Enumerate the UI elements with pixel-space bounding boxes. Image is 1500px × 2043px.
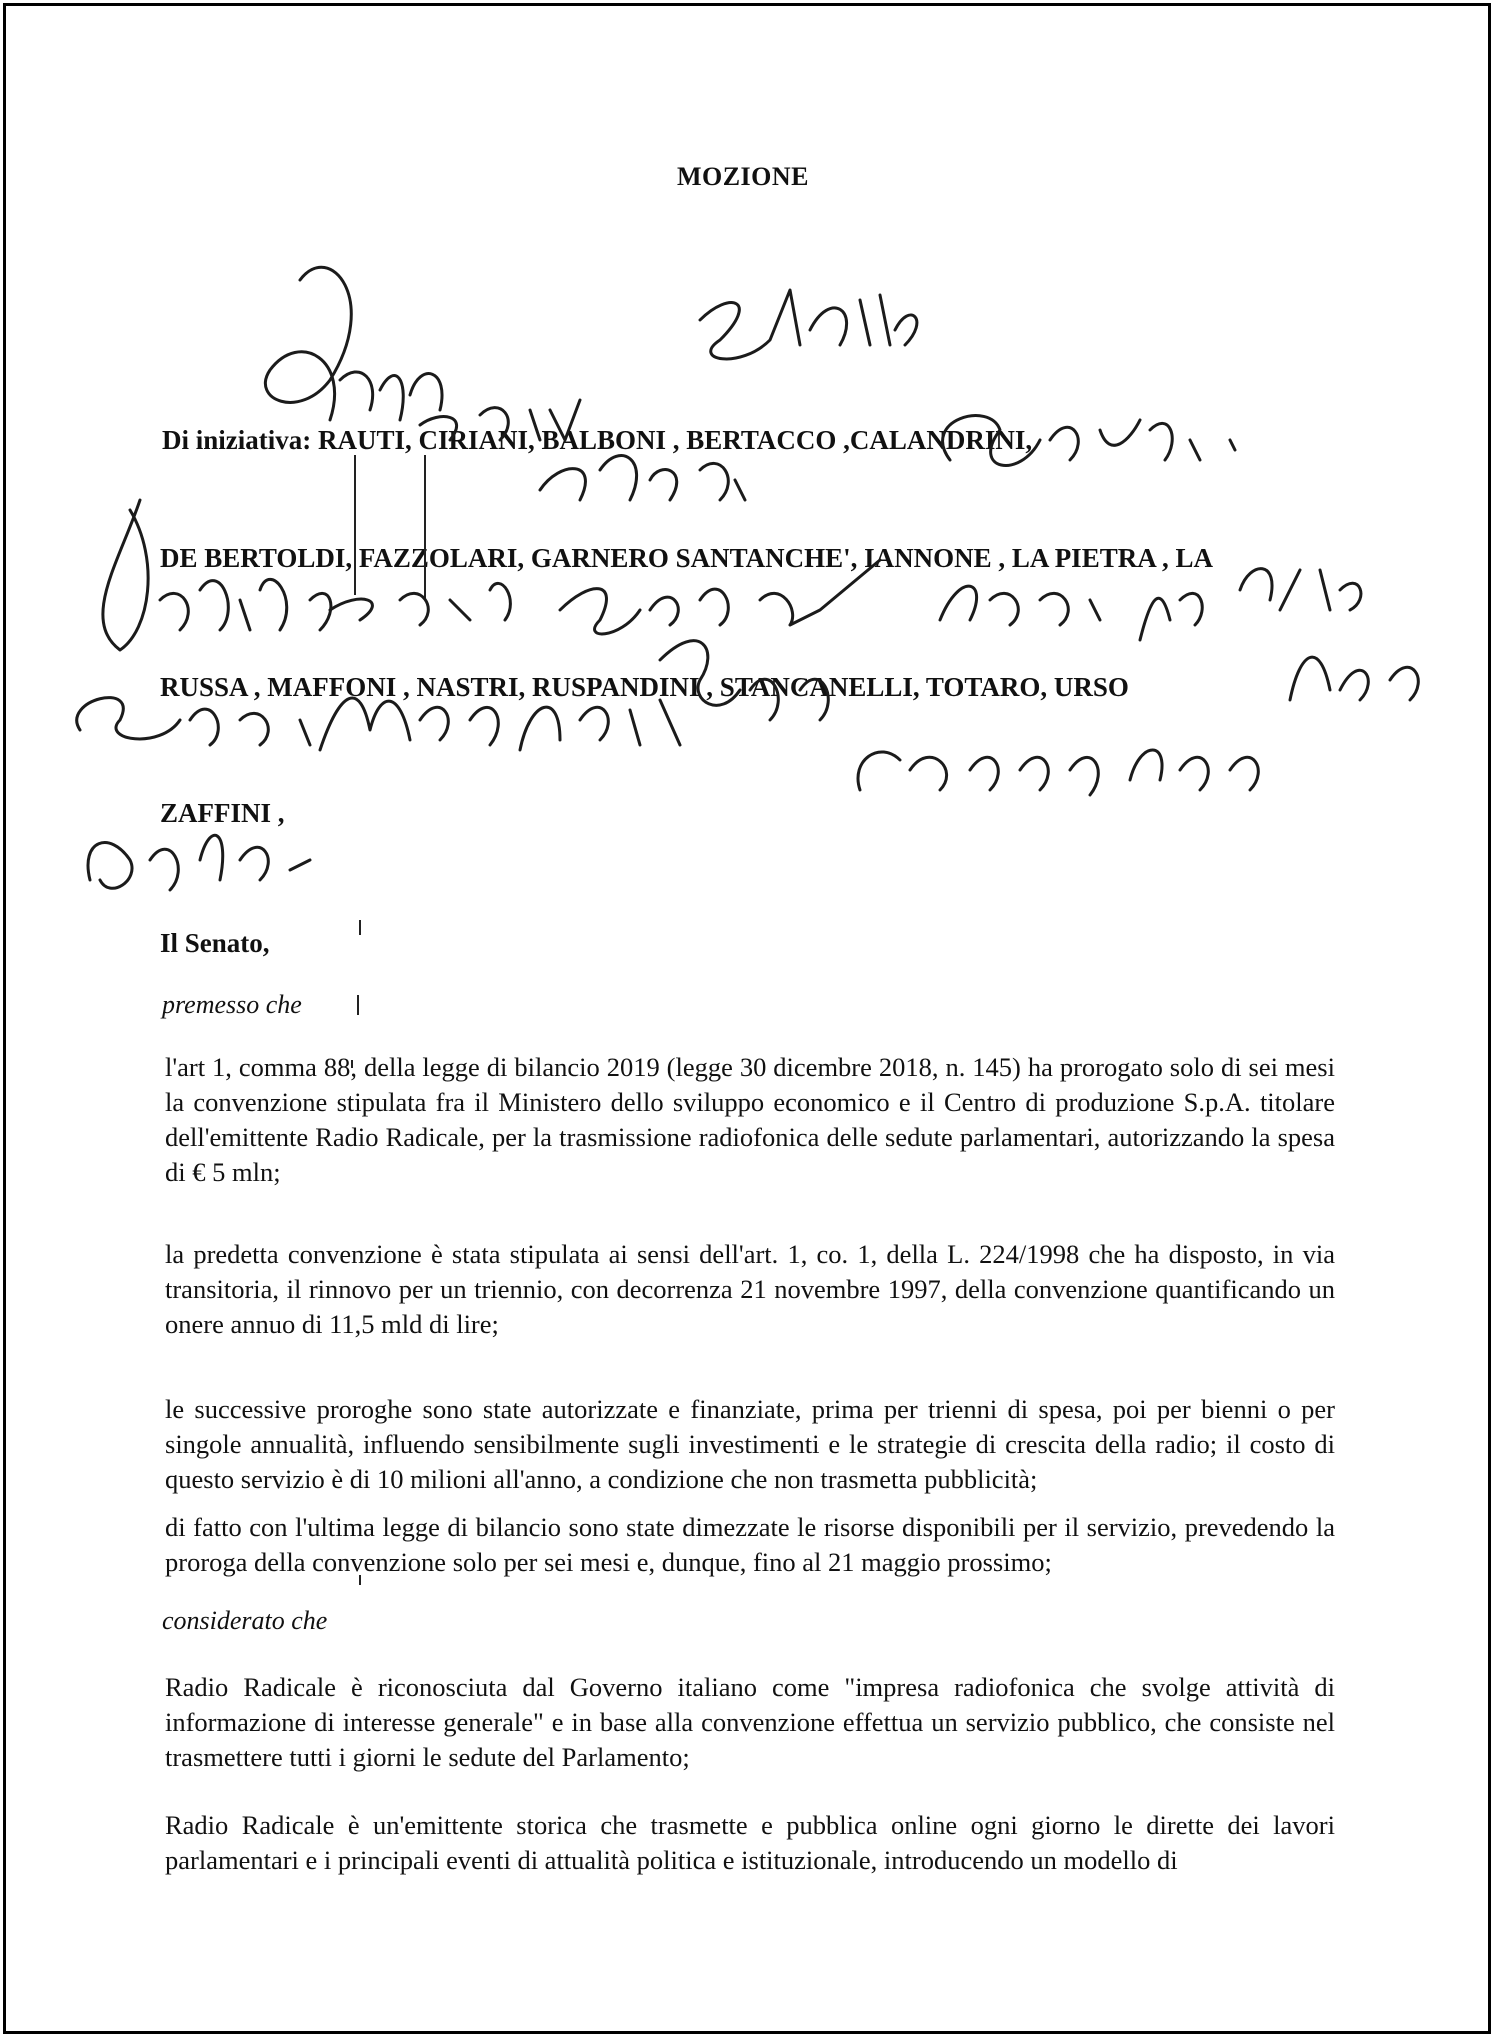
paragraph-premesso-2: la predetta convenzione è stata stipulata ai sensi dell'art. 1, co. 1, della L. 224/1998 che ha disposto, in via transitoria, il rinnovo per un triennio, con decorrenza 21 novembre 1997, della convenzione quantificando un onere annuo di 11,5 mld di lire; bbox=[165, 1239, 1335, 1339]
initiative-line-2: DE BERTOLDI, FAZZOLARI, GARNERO SANTANCHE', IANNONE , LA PIETRA , LA bbox=[160, 543, 1213, 573]
initiative-line-3: RUSSA , MAFFONI , NASTRI, RUSPANDINI , STANCANELLI, TOTARO, URSO bbox=[160, 672, 1129, 702]
considerato-heading: considerato che bbox=[162, 1606, 328, 1635]
paragraph-premesso-4: di fatto con l'ultima legge di bilancio sono state dimezzate le risorse disponibili per il servizio, prevedendo la proroga della convenzione solo per sei mesi e, dunque, fino al 21 maggio prossimo; bbox=[165, 1512, 1335, 1577]
paragraph-premesso-3: le successive proroghe sono state autorizzate e finanziate, prima per trienni di spesa, poi per bienni o per singole annualità, influendo sensibilmente sugli investimenti e le strategie di crescita della radio; il costo di questo servizio è di 10 milioni all'anno, a condizione che non trasmetta pubblicità; bbox=[165, 1394, 1335, 1494]
document-title: MOZIONE bbox=[676, 162, 810, 191]
initiative-line-1: Di iniziativa: RAUTI, CIRIANI, BALBONI , BERTACCO ,CALANDRINI, bbox=[162, 425, 1033, 455]
senate-heading: Il Senato, bbox=[160, 928, 270, 958]
premesso-heading: premesso che bbox=[162, 990, 302, 1019]
paragraph-premesso-1: l'art 1, comma 88, della legge di bilancio 2019 (legge 30 dicembre 2018, n. 145) ha prorogato solo di sei mesi la convenzione stipulata fra il Ministero dello sviluppo economico e il Centro di produzione S.p.A. titolare dell'emittente Radio Radicale, per la trasmissione radiofonica delle sedute parlamentari, autorizzando la spesa di € 5 mln; bbox=[165, 1052, 1335, 1187]
initiative-line-4: ZAFFINI , bbox=[160, 798, 285, 828]
paragraph-considerato-2: Radio Radicale è un'emittente storica che trasmette e pubblica online ogni giorno le dirette dei lavori parlamentari e i principali eventi di attualità politica e istituzionale, introducendo un modello di bbox=[165, 1810, 1335, 1875]
paragraph-considerato-1: Radio Radicale è riconosciuta dal Governo italiano come "impresa radiofonica che svolge attività di informazione di interesse generale" e in base alla convenzione effettua un servizio pubblico, che consiste nel trasmettere tutti i giorni le sedute del Parlamento; bbox=[165, 1672, 1335, 1772]
